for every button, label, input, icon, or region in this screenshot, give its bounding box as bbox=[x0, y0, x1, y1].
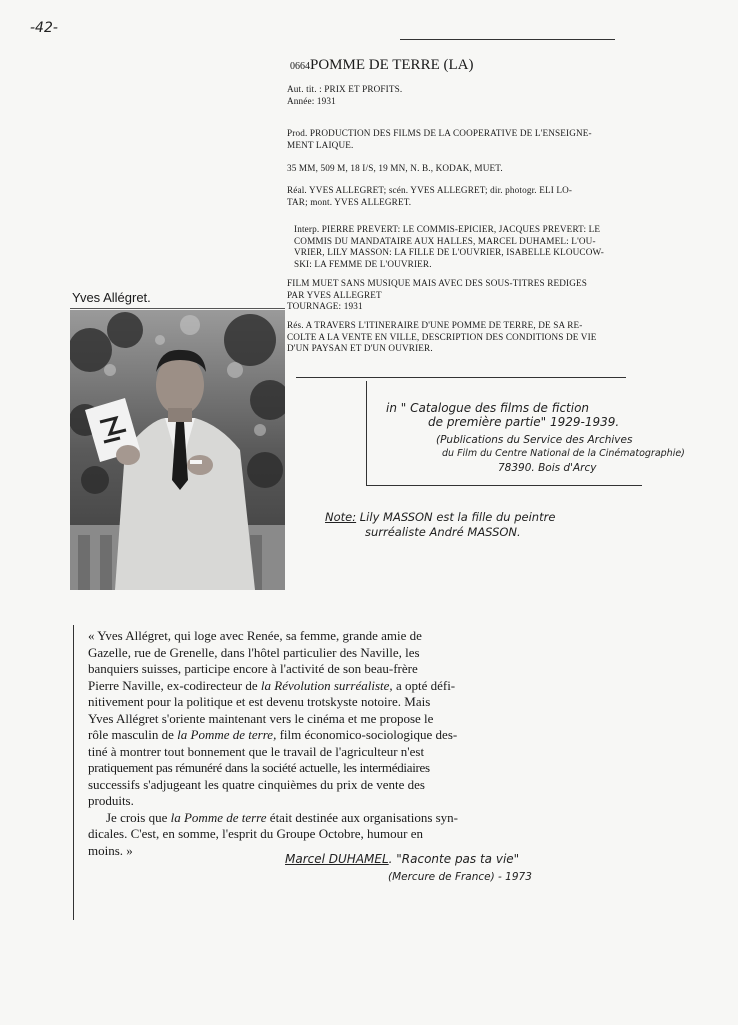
page-number: -42- bbox=[30, 20, 58, 36]
aut-tit-line bbox=[287, 84, 627, 96]
signature-author: Marcel DUHAMEL bbox=[285, 852, 389, 866]
quote-paragraph-1 bbox=[88, 628, 526, 810]
quote-line: Je crois que bbox=[106, 809, 171, 825]
quote-line: film économico-sociologique des- bbox=[276, 727, 458, 742]
quote-italic: la Pomme de terre bbox=[170, 809, 267, 825]
film-note-line: PAR YVES ALLEGRET bbox=[287, 289, 382, 300]
quote-line: dicales. C'est, en somme, l'esprit du Groupe Octobre, humour en bbox=[88, 826, 424, 841]
tech-line: 35 MM, 509 M, 18 I/S, 19 MN, N. B., KODAK, MUET. bbox=[287, 163, 503, 173]
interp-line: VRIER, LILY MASSON: LA FILLE DE L'OUVRIER, ISABELLE KLOUCOW- bbox=[294, 247, 605, 257]
quote-line: a opté défi- bbox=[392, 677, 456, 693]
real-label: Réal. bbox=[287, 185, 307, 195]
res-line: D'UN PAYSAN ET D'UN OUVRIER. bbox=[287, 343, 433, 353]
source-line: de première partie" 1929-1939. bbox=[428, 415, 620, 429]
quote-line: tiné à montrer tout bonnement que le travail de l'agriculteur n'est bbox=[88, 743, 425, 759]
source-reference bbox=[386, 401, 685, 475]
quote-line: Pierre Naville, ex-codirecteur de bbox=[88, 677, 261, 693]
interp-line: COMMIS DU MANDATAIRE AUX HALLES, MARCEL DUHAMEL: L'OU- bbox=[294, 235, 596, 246]
res-line: COLTE A LA VENTE EN VILLE, DESCRIPTION DES CONDITIONS DE VIE bbox=[287, 331, 597, 342]
quote-line: Yves Allégret s'oriente maintenant vers le cinéma et me propose le bbox=[88, 710, 434, 726]
quote-italic: la Révolution surréaliste, bbox=[260, 677, 393, 693]
source-line: in " Catalogue des films de fiction bbox=[386, 401, 590, 415]
interp-line: PIERRE PREVERT: LE COMMIS-EPICIER, JACQUES PREVERT: LE bbox=[321, 224, 601, 234]
interp-line: SKI: LA FEMME DE L'OUVRIER. bbox=[294, 258, 432, 269]
source-line: 78390. Bois d'Arcy bbox=[498, 462, 597, 474]
real-block bbox=[287, 185, 627, 208]
note-label: Note: bbox=[325, 510, 357, 524]
film-title: POMME DE TERRE (LA) bbox=[310, 57, 474, 73]
quote-line: était destinée aux organisations syn- bbox=[266, 809, 459, 825]
real-line: TAR; mont. YVES ALLEGRET. bbox=[287, 196, 412, 207]
source-line: (Publications du Service des Archives bbox=[436, 434, 633, 446]
photo-caption: Yves Allégret. bbox=[72, 290, 151, 305]
quote-line: banquiers suisses, participe encore à l'activité de son beau-frère bbox=[88, 661, 418, 676]
quote-line: produits. bbox=[88, 793, 134, 808]
quote-paragraph-2 bbox=[88, 810, 526, 827]
duhamel-quote bbox=[88, 628, 526, 859]
film-note-line: FILM MUET SANS MUSIQUE MAIS AVEC DES SOUS-TITRES REDIGES bbox=[287, 278, 588, 288]
tournage-line: TOURNAGE: 1931 bbox=[287, 301, 363, 311]
portrait-photo bbox=[70, 310, 285, 590]
quote-left-border bbox=[73, 625, 74, 920]
res-block bbox=[287, 320, 627, 355]
quote-line: rôle masculin de bbox=[88, 727, 178, 742]
quote-line: nitivement pour la politique et est devenu trotskyste notoire. Mais bbox=[88, 694, 431, 709]
source-box-left-border bbox=[366, 381, 367, 486]
res-label: Rés. bbox=[287, 320, 304, 330]
top-rule bbox=[400, 39, 615, 40]
interp-block bbox=[294, 224, 634, 270]
film-code: 0664 bbox=[290, 61, 310, 72]
signature-publisher: (Mercure de France) - 1973 bbox=[388, 871, 532, 883]
prod-line: MENT LAIQUE. bbox=[287, 139, 354, 150]
quote-line: pratiquement pas rémunéré dans la société actuelle, les intermédiaires bbox=[88, 760, 430, 775]
real-line: YVES ALLEGRET; scén. YVES ALLEGRET; dir. photogr. ELI LO- bbox=[309, 185, 573, 195]
handwritten-note bbox=[325, 510, 555, 540]
film-heading bbox=[290, 56, 473, 74]
signature-work: . "Raconte pas ta vie" bbox=[388, 852, 520, 866]
section-rule bbox=[296, 377, 626, 378]
photo-caption-rule bbox=[70, 308, 285, 309]
film-note-block bbox=[287, 278, 627, 313]
quote-line: « Yves Allégret, qui loge avec Renée, sa femme, grande amie de bbox=[88, 628, 422, 643]
prod-block bbox=[287, 128, 627, 151]
quote-line: moins. » bbox=[88, 842, 133, 858]
portrait-illustration bbox=[70, 310, 285, 590]
res-line: A TRAVERS L'ITINERAIRE D'UNE POMME DE TERRE, DE SA RE- bbox=[305, 320, 583, 330]
quote-line: Gazelle, rue de Grenelle, dans l'hôtel particulier des Naville, les bbox=[88, 644, 420, 660]
signature-line bbox=[285, 852, 519, 866]
year-line bbox=[287, 96, 627, 108]
source-box-bottom-border bbox=[366, 485, 642, 486]
prod-label: Prod. bbox=[287, 128, 308, 138]
note-line: surréaliste André MASSON. bbox=[365, 525, 521, 539]
year-label: Année: bbox=[287, 96, 315, 106]
aut-tit-value: PRIX ET PROFITS. bbox=[324, 84, 403, 94]
quote-line: successifs s'adjugeant les quatre cinquièmes du prix de vente des bbox=[88, 776, 425, 792]
source-line: du Film du Centre National de la Cinématographie) bbox=[442, 448, 685, 459]
year-value: 1931 bbox=[316, 96, 336, 106]
aut-tit-label: Aut. tit. : bbox=[287, 84, 322, 94]
quote-italic: la Pomme de terre, bbox=[177, 727, 277, 742]
prod-line: PRODUCTION DES FILMS DE LA COOPERATIVE DE L'ENSEIGNE- bbox=[309, 128, 592, 138]
note-line: Lily MASSON est la fille du peintre bbox=[359, 510, 556, 524]
interp-label: Interp. bbox=[294, 224, 320, 234]
